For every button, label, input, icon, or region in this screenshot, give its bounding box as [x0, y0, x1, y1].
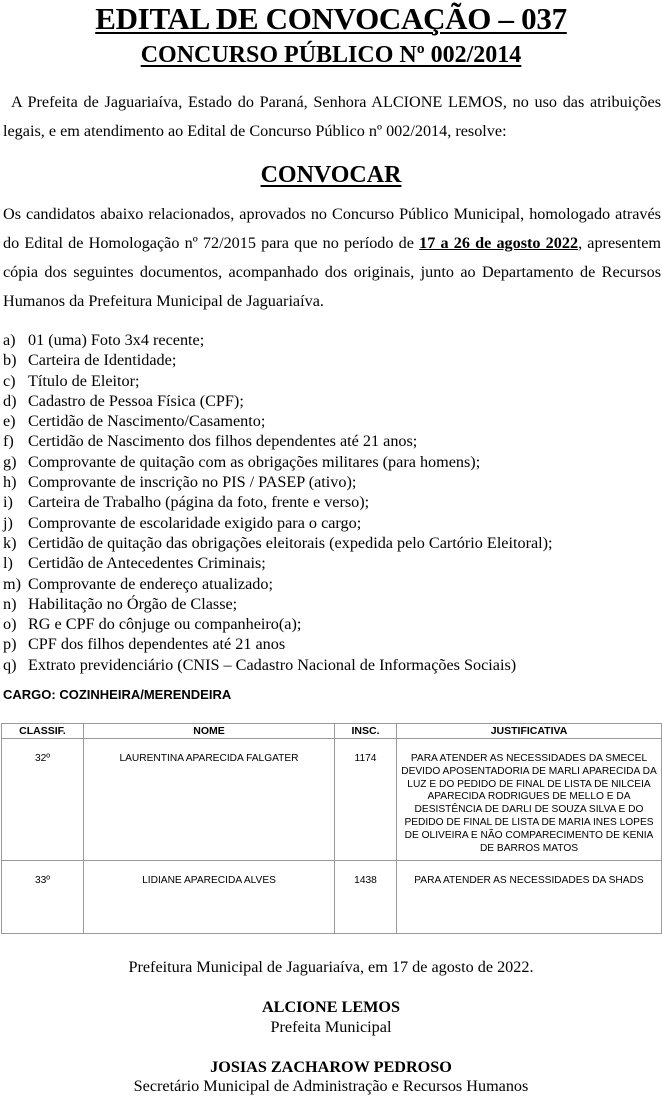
document-item-text: Certidão de Nascimento dos filhos dependentes até 21 anos; [28, 432, 418, 451]
document-item [3, 574, 661, 594]
document-item-letter: p) [3, 635, 17, 654]
document-item-text: Título de Eleitor; [28, 371, 140, 390]
cell-insc: 1438 [335, 861, 397, 934]
header-nome: NOME [84, 724, 335, 739]
cell-classif: 32º [2, 739, 84, 861]
document-item-letter: b) [3, 351, 17, 370]
body-text-before: Os candidatos abaixo relacionados, aprovados no Concurso Público Municipal, homologado através do Edital de Homologação nº 72/2015 para que no período de [3, 205, 661, 252]
cell-nome: LIDIANE APARECIDA ALVES [84, 861, 335, 934]
signer-1-name: ALCIONE LEMOS [261, 998, 401, 1016]
document-item [3, 431, 661, 451]
document-item-letter: o) [3, 615, 17, 634]
document-item-letter: q) [3, 655, 17, 674]
place-date: Prefeitura Municipal de Jaguariaíva, em 17 de agosto de 2022. [128, 958, 534, 976]
document-item [3, 350, 661, 370]
document-item [3, 655, 661, 675]
document-item-text: Comprovante de endereço atualizado; [28, 574, 273, 593]
header-classif: CLASSIF. [2, 724, 84, 739]
document-item-letter: l) [3, 554, 13, 573]
document-item [3, 553, 661, 573]
table-row [2, 861, 662, 934]
cell-justificativa: PARA ATENDER AS NECESSIDADES DA SHADS [397, 861, 662, 934]
document-item-letter: c) [3, 371, 16, 390]
body-paragraph [3, 200, 661, 316]
cargo-label: CARGO: COZINHEIRA/MERENDEIRA [3, 687, 232, 702]
cell-classif: 33º [2, 861, 84, 934]
document-item-text: RG e CPF do cônjuge ou companheiro(a); [28, 615, 302, 634]
document-item-text: CPF dos filhos dependentes até 21 anos [28, 635, 286, 654]
cell-nome: LAURENTINA APARECIDA FALGATER [84, 739, 335, 861]
document-item [3, 452, 661, 472]
candidates-table [1, 723, 662, 934]
signer-1-role: Prefeita Municipal [270, 1018, 392, 1036]
header-insc: INSC. [335, 724, 397, 739]
document-item-text: Certidão de quitação das obrigações eleitorais (expedida pelo Cartório Eleitoral); [28, 533, 553, 552]
document-item [3, 533, 661, 553]
document-item-text: Habilitação no Órgão de Classe; [28, 594, 238, 613]
document-item-letter: m) [3, 574, 21, 593]
intro-paragraph: A Prefeita de Jaguariaíva, Estado do Paraná, Senhora ALCIONE LEMOS, no uso das atribuições legais, e em atendimento ao Edital de Concurso Público nº 002/2014, resolve: [3, 93, 661, 140]
cell-justificativa: PARA ATENDER AS NECESSIDADES DA SMECEL DEVIDO APOSENTADORIA DE MARLI APARECIDA DA LUZ E DO PEDIDO DE FINAL DE LISTA DE NILCEIA APARECIDA RODRIGUES DE MELLO E DA DESISTÊNCIA DE DARLI DE SOUZA SILVA E DO PEDIDO DE FINAL DE LISTA DE MARIA INES LOPES DE OLIVEIRA E NÃO COMPARECIMENTO DE KENIA DE BARROS MATOS [397, 739, 662, 861]
document-item-letter: n) [3, 594, 17, 613]
document-subtitle: CONCURSO PÚBLICO Nº 002/2014 [140, 42, 522, 68]
document-item-text: Comprovante de escolaridade exigido para o cargo; [28, 513, 362, 532]
document-item [3, 513, 661, 533]
body-text-after: , apresentem cópia dos seguintes documentos, acompanhado dos originais, junto ao Departamento de Recursos Humanos da Prefeitura Municipal de Jaguariaíva. [3, 234, 661, 310]
document-item-text: Extrato previdenciário (CNIS – Cadastro Nacional de Informações Sociais) [28, 655, 517, 674]
document-item-letter: k) [3, 533, 17, 552]
document-item-letter: g) [3, 452, 17, 471]
document-item-letter: a) [3, 331, 16, 349]
document-item [3, 492, 661, 512]
convocation-period: 17 a 26 de agosto 2022 [419, 234, 579, 252]
table-row [2, 739, 662, 861]
document-item-letter: h) [3, 473, 17, 492]
document-item-text: Cadastro de Pessoa Física (CPF); [28, 391, 244, 410]
document-item [3, 330, 661, 350]
document-item-text: Carteira de Identidade; [28, 351, 177, 370]
document-item-letter: j) [3, 513, 13, 532]
table-header-row [2, 724, 662, 739]
document-item-letter: d) [3, 391, 17, 410]
document-item-text: Certidão de Nascimento/Casamento; [28, 412, 266, 431]
document-item [3, 371, 661, 391]
document-item [3, 594, 661, 614]
document-title: EDITAL DE CONVOCAÇÃO – 037 [95, 1, 567, 36]
signer-2-role: Secretário Municipal de Administração e Recursos Humanos [133, 1077, 529, 1095]
document-item [3, 472, 661, 492]
action-heading: CONVOCAR [260, 162, 402, 188]
document-item-letter: f) [3, 432, 14, 451]
document-item [3, 614, 661, 634]
signer-2-name: JOSIAS ZACHAROW PEDROSO [210, 1058, 452, 1076]
document-item-text: Comprovante de quitação com as obrigações militares (para homens); [28, 452, 481, 471]
header-justificativa: JUSTIFICATIVA [397, 724, 662, 739]
document-item [3, 391, 661, 411]
document-item-text: 01 (uma) Foto 3x4 recente; [28, 331, 205, 349]
document-item [3, 634, 661, 654]
document-item-text: Comprovante de inscrição no PIS / PASEP (ativo); [28, 473, 357, 492]
cell-insc: 1174 [335, 739, 397, 861]
documents-list [3, 330, 661, 675]
document-item-letter: i) [3, 493, 13, 512]
document-item-text: Carteira de Trabalho (página da foto, frente e verso); [28, 493, 370, 512]
document-item-letter: e) [3, 412, 16, 431]
document-item-text: Certidão de Antecedentes Criminais; [28, 554, 266, 573]
document-item [3, 411, 661, 431]
